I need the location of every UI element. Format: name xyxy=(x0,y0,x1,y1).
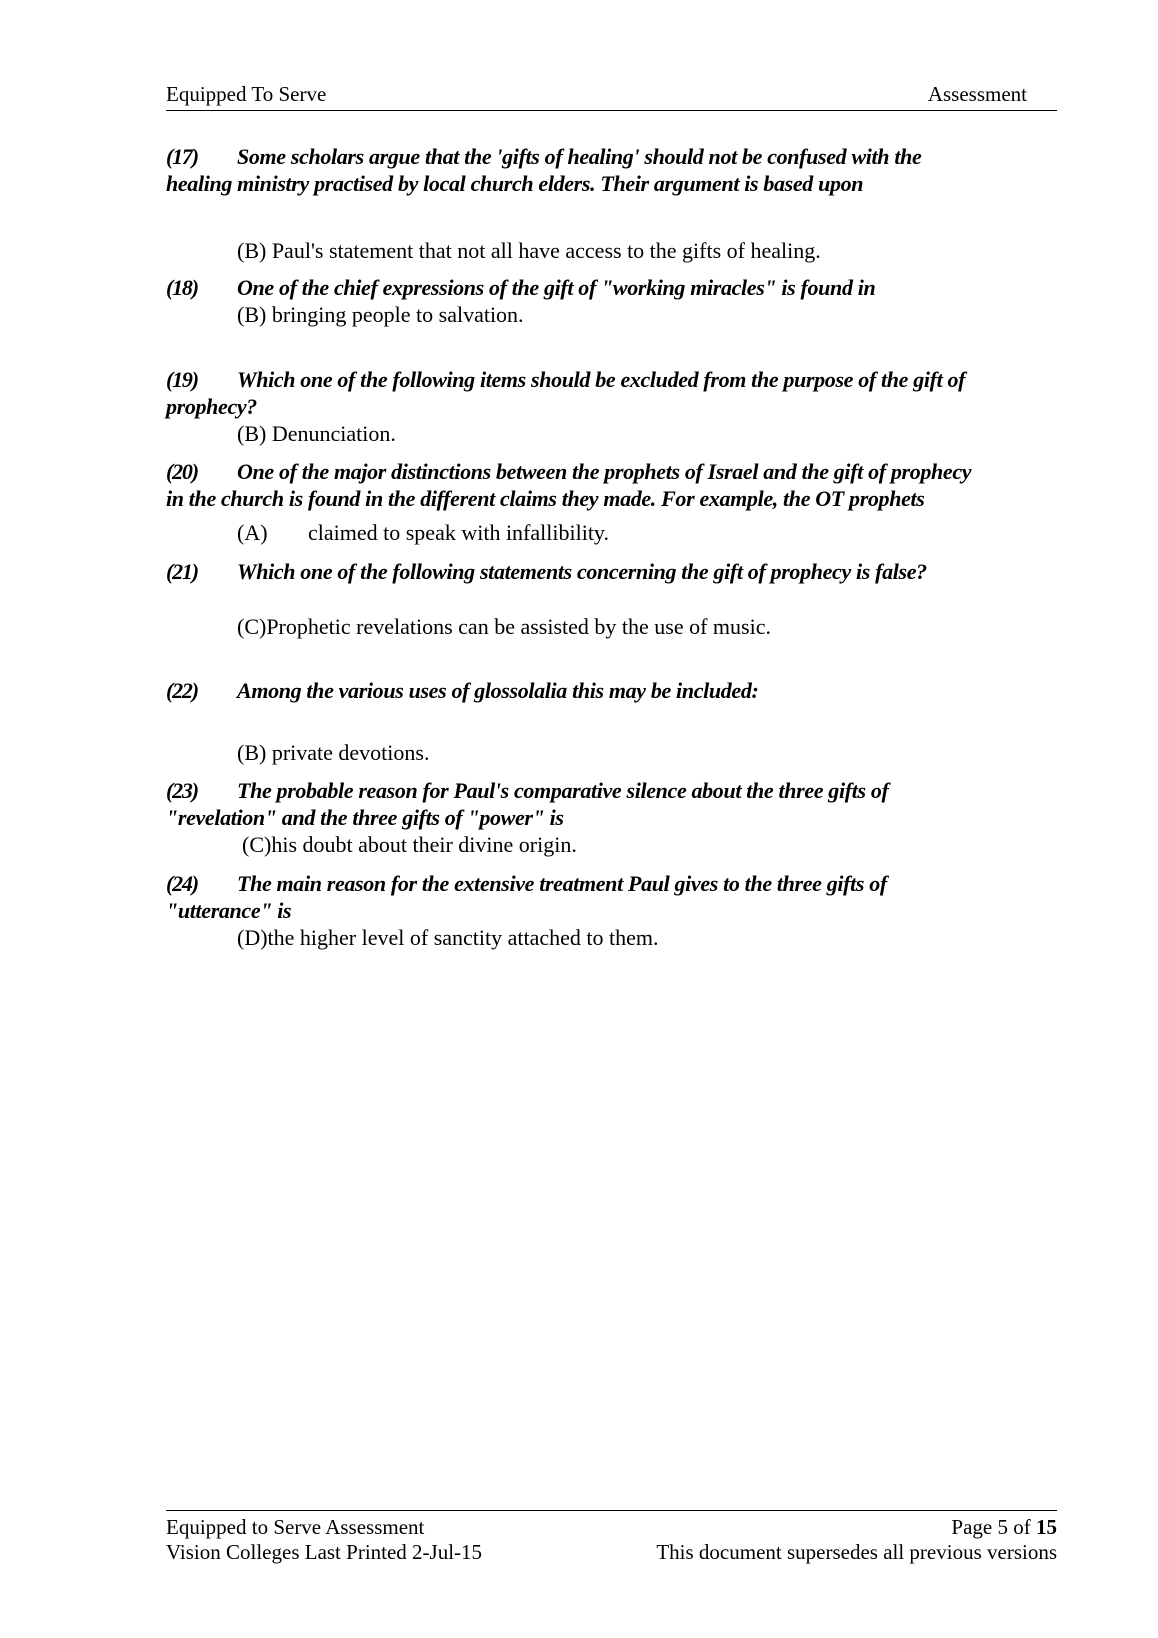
question-text: Some scholars argue that the 'gifts of healing' should not be confused with the xyxy=(237,144,922,169)
question-19 xyxy=(166,366,1046,420)
question-text-cont: "utterance" is xyxy=(166,898,292,923)
answer-18: (B) bringing people to salvation. xyxy=(237,302,524,327)
question-number: (23) xyxy=(166,778,198,803)
question-number: (22) xyxy=(166,678,198,703)
question-20 xyxy=(166,458,1046,512)
question-number: (18) xyxy=(166,275,198,300)
answer-23: (C)his doubt about their divine origin. xyxy=(242,832,577,857)
answer-19: (B) Denunciation. xyxy=(237,421,396,446)
question-18 xyxy=(166,274,1046,301)
answer-21: (C)Prophetic revelations can be assisted by the use of music. xyxy=(237,614,771,639)
question-text: The probable reason for Paul's comparative silence about the three gifts of xyxy=(237,778,889,803)
question-21 xyxy=(166,558,1046,585)
answer-17: (B) Paul's statement that not all have access to the gifts of healing. xyxy=(237,238,821,263)
question-text-cont: healing ministry practised by local church elders. Their argument is based upon xyxy=(166,171,864,196)
question-text-cont: in the church is found in the different claims they made. For example, the OT prophets xyxy=(166,486,925,511)
question-text-cont: prophecy? xyxy=(166,394,257,419)
question-22 xyxy=(166,677,1046,704)
question-17 xyxy=(166,143,1046,197)
page-number: Page 5 of 15 xyxy=(951,1515,1057,1539)
answer-text: claimed to speak with infallibility. xyxy=(308,520,610,545)
answer-label: (A) xyxy=(237,520,268,545)
answer-22: (B) private devotions. xyxy=(237,740,430,765)
question-number: (21) xyxy=(166,559,198,584)
question-number: (20) xyxy=(166,459,198,484)
footer-title: Equipped to Serve Assessment xyxy=(166,1515,425,1539)
footer-printed: Vision Colleges Last Printed 2-Jul-15 xyxy=(166,1540,483,1564)
question-text: Which one of the following items should be excluded from the purpose of the gift of xyxy=(237,367,966,392)
question-text-cont: "revelation" and the three gifts of "power" is xyxy=(166,805,564,830)
page-footer xyxy=(166,1510,1057,1565)
header-section: Assessment xyxy=(927,82,1027,106)
question-24 xyxy=(166,870,1046,924)
header-title: Equipped To Serve xyxy=(166,82,327,106)
question-number: (17) xyxy=(166,144,198,169)
answer-20 xyxy=(237,519,609,546)
question-text: Among the various uses of glossolalia this may be included: xyxy=(237,678,759,703)
question-text: The main reason for the extensive treatment Paul gives to the three gifts of xyxy=(237,871,887,896)
footer-notice: This document supersedes all previous versions xyxy=(656,1540,1057,1564)
answer-24: (D)the higher level of sanctity attached to them. xyxy=(237,925,659,950)
question-23 xyxy=(166,777,1046,831)
question-text: One of the major distinctions between the prophets of Israel and the gift of prophecy xyxy=(237,459,972,484)
question-text: One of the chief expressions of the gift of "working miracles" is found in xyxy=(237,275,876,300)
question-text: Which one of the following statements concerning the gift of prophecy is false? xyxy=(237,559,927,584)
page-header xyxy=(166,82,1057,111)
question-number: (24) xyxy=(166,871,198,896)
question-number: (19) xyxy=(166,367,198,392)
